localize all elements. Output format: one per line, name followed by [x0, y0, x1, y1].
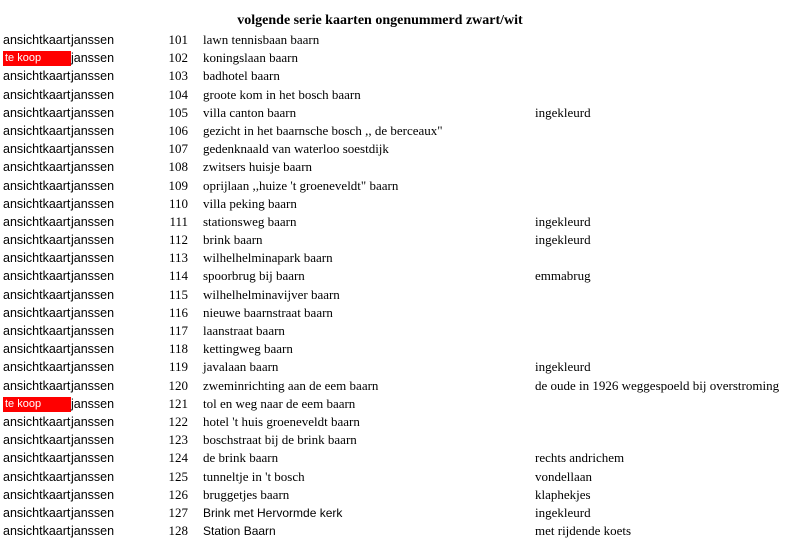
name-cell: janssen — [71, 305, 115, 320]
number-cell: 127 — [168, 504, 188, 520]
note-cell: ingekleurd — [535, 213, 591, 229]
name-cell: janssen — [71, 396, 115, 411]
list-item — [0, 468, 799, 486]
number-cell: 106 — [168, 122, 188, 138]
list-item — [0, 195, 799, 213]
description-cell: groote kom in het bosch baarn — [203, 86, 361, 102]
name-cell: janssen — [71, 414, 115, 429]
description-cell: Brink met Hervormde kerk — [203, 505, 343, 520]
list-item — [0, 377, 799, 395]
list-item — [0, 486, 799, 504]
description-cell: villa peking baarn — [203, 195, 297, 211]
description-cell: spoorbrug bij baarn — [203, 268, 305, 284]
publisher-cell: ansichtkaart — [3, 487, 71, 502]
publisher-cell: ansichtkaart — [3, 378, 71, 393]
publisher-cell: ansichtkaart — [3, 233, 71, 248]
name-cell: janssen — [71, 160, 115, 175]
list-item — [0, 140, 799, 158]
name-cell: janssen — [71, 178, 115, 193]
note-cell: klaphekjes — [535, 486, 591, 502]
list-item — [0, 104, 799, 122]
publisher-cell: ansichtkaart — [3, 469, 71, 484]
name-cell: janssen — [71, 342, 115, 357]
number-cell: 117 — [168, 323, 188, 338]
number-cell: 128 — [168, 523, 188, 539]
number-cell: 123 — [168, 432, 188, 448]
description-cell: laanstraat baarn — [203, 323, 285, 338]
sale-badge: te koop — [3, 51, 71, 66]
note-cell: ingekleurd — [535, 232, 591, 248]
list-item — [0, 213, 799, 231]
name-cell: janssen — [71, 69, 115, 84]
publisher-cell: ansichtkaart — [3, 105, 71, 120]
description-cell: nieuwe baarnstraat baarn — [203, 304, 333, 320]
description-cell: bruggetjes baarn — [203, 486, 290, 502]
number-cell: 112 — [168, 232, 188, 248]
list-item — [0, 86, 799, 104]
number-cell: 101 — [168, 32, 188, 47]
publisher-cell: ansichtkaart — [3, 142, 71, 157]
number-cell: 114 — [168, 268, 188, 284]
number-cell: 110 — [168, 195, 188, 211]
list-item — [0, 449, 799, 467]
list-item — [0, 49, 799, 67]
number-cell: 115 — [168, 286, 188, 302]
note-cell: rechts andrichem — [535, 450, 625, 466]
name-cell: janssen — [71, 251, 115, 266]
publisher-cell: ansichtkaart — [3, 87, 71, 102]
number-cell: 111 — [169, 213, 188, 229]
page-title: volgende serie kaarten ongenummerd zwart/wit — [237, 13, 523, 28]
note-cell: vondellaan — [535, 468, 593, 484]
description-cell: villa canton baarn — [203, 104, 297, 120]
name-cell: janssen — [71, 487, 115, 502]
description-cell: brink baarn — [203, 232, 263, 248]
description-cell: lawn tennisbaan baarn — [203, 32, 320, 47]
description-cell: wilhelhelminavijver baarn — [203, 286, 340, 302]
list-item — [0, 122, 799, 140]
description-cell: zweminrichting aan de eem baarn — [203, 377, 379, 393]
number-cell: 105 — [168, 104, 188, 120]
name-cell: janssen — [71, 287, 115, 302]
name-cell: janssen — [71, 378, 115, 393]
name-cell: janssen — [71, 360, 115, 375]
publisher-cell: ansichtkaart — [3, 123, 71, 138]
number-cell: 125 — [168, 468, 188, 484]
description-cell: zwitsers huisje baarn — [203, 159, 313, 175]
description-cell: gezicht in het baarnsche bosch ,, de berceaux" — [203, 122, 443, 138]
description-cell: kettingweg baarn — [203, 341, 293, 357]
number-cell: 104 — [168, 86, 188, 102]
number-cell: 113 — [168, 250, 188, 266]
publisher-cell: ansichtkaart — [3, 287, 71, 302]
name-cell: janssen — [71, 505, 115, 520]
description-cell: hotel 't huis groeneveldt baarn — [203, 413, 360, 429]
list-item — [0, 504, 799, 522]
number-cell: 126 — [168, 486, 188, 502]
description-cell: gedenknaald van waterloo soestdijk — [203, 141, 389, 157]
publisher-cell: ansichtkaart — [3, 160, 71, 175]
description-cell: tunneltje in 't bosch — [203, 468, 305, 484]
publisher-cell: ansichtkaart — [3, 414, 71, 429]
list-item — [0, 395, 799, 413]
name-cell: janssen — [71, 105, 115, 120]
publisher-cell: ansichtkaart — [3, 196, 71, 211]
list-item — [0, 322, 799, 340]
note-cell: ingekleurd — [535, 504, 591, 520]
description-cell: tol en weg naar de eem baarn — [203, 395, 356, 411]
number-cell: 108 — [168, 159, 188, 175]
list-item — [0, 231, 799, 249]
name-cell: janssen — [71, 123, 115, 138]
publisher-cell: ansichtkaart — [3, 69, 71, 84]
list-item — [0, 286, 799, 304]
number-cell: 107 — [168, 141, 188, 157]
list-item — [0, 267, 799, 285]
name-cell: janssen — [71, 233, 115, 248]
description-cell: Station Baarn — [203, 524, 276, 539]
name-cell: janssen — [71, 51, 115, 66]
list-item — [0, 31, 799, 49]
publisher-cell: ansichtkaart — [3, 524, 71, 539]
description-cell: wilhelhelminapark baarn — [203, 250, 333, 266]
publisher-cell: ansichtkaart — [3, 269, 71, 284]
description-cell: stationsweg baarn — [203, 213, 297, 229]
publisher-cell: ansichtkaart — [3, 178, 71, 193]
postcard-list — [0, 31, 799, 540]
name-cell: janssen — [71, 433, 115, 448]
list-item — [0, 358, 799, 376]
sale-badge: te koop — [3, 397, 71, 412]
publisher-cell: ansichtkaart — [3, 324, 71, 338]
name-cell: janssen — [71, 33, 115, 47]
name-cell: janssen — [71, 324, 115, 338]
list-item — [0, 431, 799, 449]
description-cell: koningslaan baarn — [203, 50, 298, 66]
number-cell: 121 — [168, 395, 188, 411]
name-cell: janssen — [71, 87, 115, 102]
list-item — [0, 413, 799, 431]
name-cell: janssen — [71, 269, 115, 284]
list-item — [0, 304, 799, 322]
note-cell: ingekleurd — [535, 359, 591, 375]
publisher-cell: ansichtkaart — [3, 251, 71, 266]
description-cell: de brink baarn — [203, 450, 279, 466]
description-cell: javalaan baarn — [203, 359, 279, 375]
list-item — [0, 67, 799, 85]
name-cell: janssen — [71, 469, 115, 484]
description-cell: badhotel baarn — [203, 68, 280, 84]
publisher-cell: ansichtkaart — [3, 342, 71, 357]
number-cell: 103 — [168, 68, 188, 84]
publisher-cell: ansichtkaart — [3, 214, 71, 229]
name-cell: janssen — [71, 196, 115, 211]
number-cell: 109 — [168, 177, 188, 193]
publisher-cell: ansichtkaart — [3, 33, 71, 47]
note-cell: met rijdende koets — [535, 523, 632, 539]
number-cell: 124 — [168, 450, 188, 466]
number-cell: 118 — [168, 341, 188, 357]
note-cell: ingekleurd — [535, 104, 591, 120]
publisher-cell: ansichtkaart — [3, 451, 71, 466]
publisher-cell: ansichtkaart — [3, 505, 71, 520]
note-cell: emmabrug — [535, 268, 591, 284]
list-item — [0, 340, 799, 358]
list-item — [0, 158, 799, 176]
number-cell: 119 — [168, 359, 188, 375]
list-item — [0, 177, 799, 195]
number-cell: 116 — [168, 304, 188, 320]
name-cell: janssen — [71, 524, 115, 539]
number-cell: 122 — [168, 413, 188, 429]
publisher-cell: ansichtkaart — [3, 305, 71, 320]
publisher-cell: ansichtkaart — [3, 433, 71, 448]
name-cell: janssen — [71, 142, 115, 157]
list-item — [0, 249, 799, 267]
publisher-cell: ansichtkaart — [3, 360, 71, 375]
list-item — [0, 522, 799, 540]
number-cell: 120 — [168, 377, 188, 393]
description-cell: boschstraat bij de brink baarn — [203, 432, 357, 448]
description-cell: oprijlaan ,,huize 't groeneveldt" baarn — [203, 177, 399, 193]
number-cell: 102 — [168, 50, 188, 66]
note-cell: de oude in 1926 weggespoeld bij overstroming — [535, 377, 780, 393]
name-cell: janssen — [71, 451, 115, 466]
name-cell: janssen — [71, 214, 115, 229]
